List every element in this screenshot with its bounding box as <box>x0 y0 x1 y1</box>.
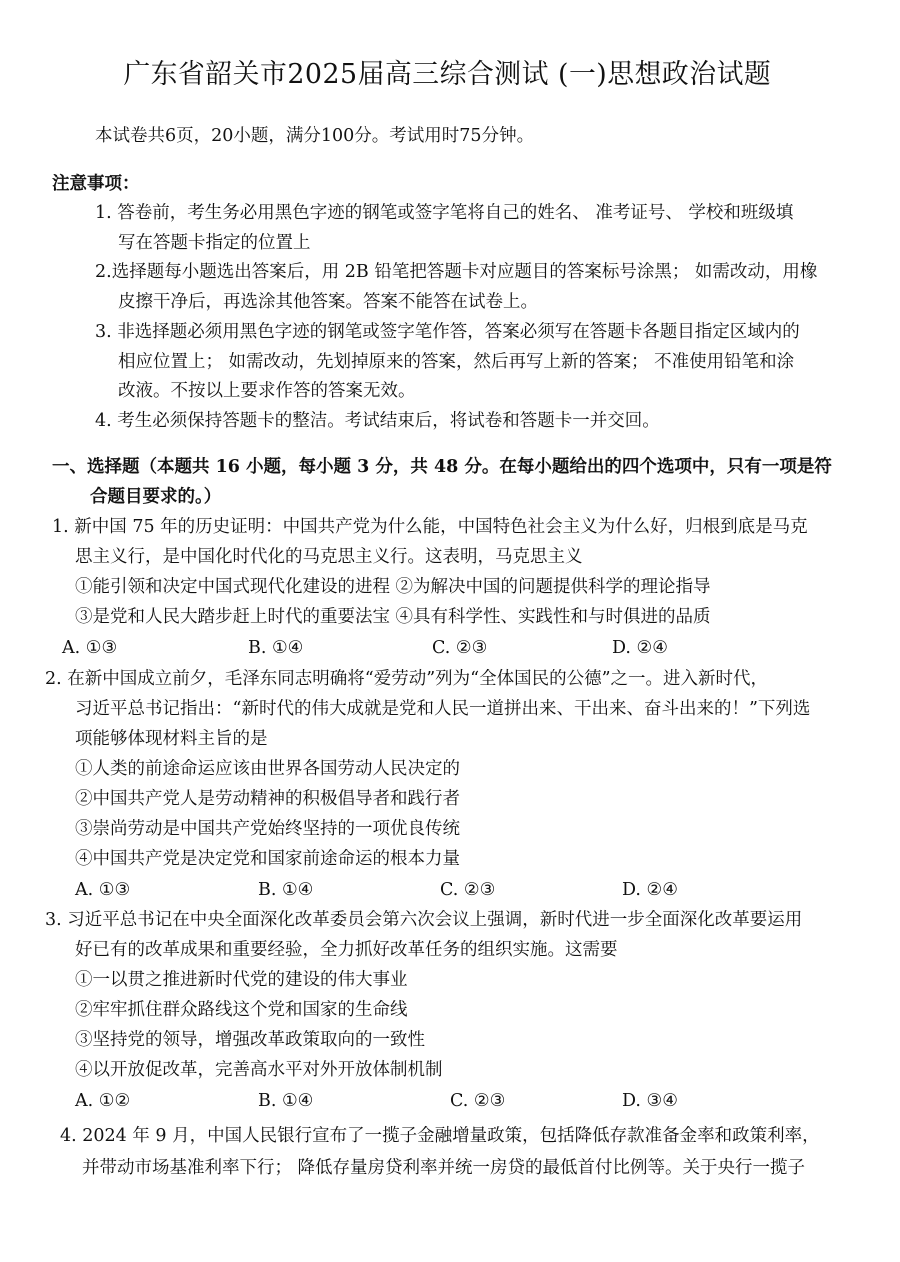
notes-heading: 注意事项： <box>52 174 140 194</box>
q2-option-b[interactable]: B. ①④ <box>258 880 314 900</box>
q4-stem-line-2: 并带动市场基准利率下行； 降低存量房贷利率并统一房贷的最低首付比例等。关于央行一揽子 <box>82 1158 806 1178</box>
q3-statement-1: ①一以贯之推进新时代党的建设的伟大事业 <box>75 970 408 990</box>
q1-stem-line-1: 1. 新中国 75 年的历史证明：中国共产党为什么能，中国特色社会主义为什么好，归根到底是马克 <box>52 517 808 537</box>
q2-stem-line-1: 2. 在新中国成立前夕，毛泽东同志明确将“爱劳动”列为“全体国民的公德”之一。进入新时代， <box>45 669 769 689</box>
q3-option-c[interactable]: C. ②③ <box>450 1091 506 1111</box>
q2-option-a[interactable]: A. ①③ <box>75 880 131 900</box>
note-2-line-2: 皮擦干净后，再选涂其他答案。答案不能答在试卷上。 <box>118 292 538 312</box>
q3-stem-line-1: 3. 习近平总书记在中央全面深化改革委员会第六次会议上强调，新时代进一步全面深化改革要运用 <box>45 910 803 930</box>
note-3-line-3: 改液。不按以上要求作答的答案无效。 <box>118 381 416 401</box>
q3-option-a[interactable]: A. ①② <box>75 1091 131 1111</box>
section-heading-line-2: 合题目要求的。） <box>90 487 222 507</box>
note-3-line-1: 3. 非选择题必须用黑色字迹的钢笔或签字笔作答，答案必须写在答题卡各题目指定区域内的 <box>95 322 800 342</box>
note-3-line-2: 相应位置上； 如需改动，先划掉原来的答案，然后再写上新的答案； 不准使用铅笔和涂 <box>118 352 795 372</box>
note-1-line-2: 写在答题卡指定的位置上 <box>118 233 311 253</box>
q1-option-d[interactable]: D. ②④ <box>612 638 668 658</box>
q2-statement-4: ④中国共产党是决定党和国家前途命运的根本力量 <box>75 849 460 869</box>
q1-stem-line-2: 思主义行，是中国化时代化的马克思主义行。这表明，马克思主义 <box>75 547 583 567</box>
q2-option-c[interactable]: C. ②③ <box>440 880 496 900</box>
q2-statement-1: ①人类的前途命运应该由世界各国劳动人民决定的 <box>75 759 460 779</box>
note-1-line-1: 1. 答卷前，考生务必用黑色字迹的钢笔或签字笔将自己的姓名、 准考证号、 学校和班级填 <box>95 203 794 223</box>
intro-text: 本试卷共6页，20小题，满分100分。考试用时75分钟。 <box>95 126 535 146</box>
q2-option-d[interactable]: D. ②④ <box>622 880 678 900</box>
q3-option-b[interactable]: B. ①④ <box>258 1091 314 1111</box>
q2-stem-line-3: 项能够体现材料主旨的是 <box>75 729 268 749</box>
q3-option-d[interactable]: D. ③④ <box>622 1091 678 1111</box>
q4-stem-line-1: 4. 2024 年 9 月，中国人民银行宣布了一揽子金融增量政策，包括降低存款准备金率和政策利率， <box>60 1126 820 1146</box>
section-heading-line-1: 一、选择题（本题共 16 小题，每小题 3 分，共 48 分。在每小题给出的四个选项中，只有一项是符 <box>52 457 832 477</box>
q1-option-c[interactable]: C. ②③ <box>432 638 488 658</box>
q1-option-a[interactable]: A. ①③ <box>62 638 118 658</box>
q1-statements-1: ①能引领和决定中国式现代化建设的进程 ②为解决中国的问题提供科学的理论指导 <box>75 577 711 597</box>
q2-statement-3: ③崇尚劳动是中国共产党始终坚持的一项优良传统 <box>75 819 460 839</box>
q1-statements-2: ③是党和人民大踏步赶上时代的重要法宝 ④具有科学性、实践性和与时俱进的品质 <box>75 607 711 627</box>
q2-stem-line-2: 习近平总书记指出：“新时代的伟大成就是党和人民一道拼出来、干出来、奋斗出来的！”下列选 <box>75 699 811 719</box>
page-title: 广东省韶关市2025届高三综合测试 (一)思想政治试题 <box>123 59 772 90</box>
q3-statement-4: ④以开放促改革，完善高水平对外开放体制机制 <box>75 1060 443 1080</box>
q2-statement-2: ②中国共产党人是劳动精神的积极倡导者和践行者 <box>75 789 460 809</box>
q3-stem-line-2: 好已有的改革成果和重要经验，全力抓好改革任务的组织实施。这需要 <box>75 940 618 960</box>
note-4: 4. 考生必须保持答题卡的整洁。考试结束后，将试卷和答题卡一并交回。 <box>95 411 660 431</box>
note-2-line-1: 2.选择题每小题选出答案后，用 2B 铅笔把答题卡对应题目的答案标号涂黑； 如需改动，用橡 <box>95 262 818 282</box>
q3-statement-3: ③坚持党的领导，增强改革政策取向的一致性 <box>75 1030 425 1050</box>
q3-statement-2: ②牢牢抓住群众路线这个党和国家的生命线 <box>75 1000 408 1020</box>
q1-option-b[interactable]: B. ①④ <box>248 638 304 658</box>
